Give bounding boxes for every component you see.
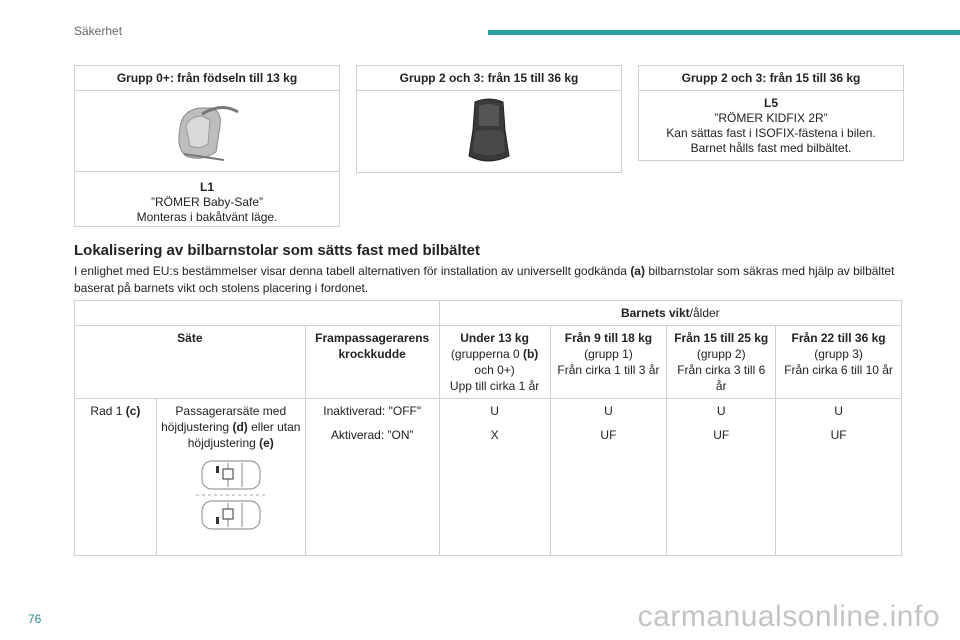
- row-label: Rad 1 (c): [75, 399, 157, 556]
- seat-image-l1: [75, 91, 339, 172]
- seat-name: ”RÖMER KIDFIX 2R”: [714, 111, 828, 125]
- value-cell: U: [667, 399, 776, 424]
- value-cell: U: [550, 399, 667, 424]
- seat-desc: Kan sättas fast i ISOFIX-fästena i bilen.: [666, 126, 876, 140]
- group-header: Från 22 till 36 kg (grupp 3) Från cirka 6 till 10 år: [776, 326, 902, 399]
- card-heading: Grupp 2 och 3: från 15 till 36 kg: [357, 66, 621, 91]
- seat-desc-2: Barnet hålls fast med bilbältet.: [690, 141, 852, 155]
- value-cell: X: [439, 423, 550, 556]
- seat-image-group23: [357, 91, 621, 171]
- value-cell: UF: [776, 423, 902, 556]
- seat-code: L1: [199, 180, 214, 194]
- airbag-on: Aktiverad: ”ON”: [305, 423, 439, 556]
- seat-desc: Monteras i bakåtvänt läge.: [136, 210, 278, 224]
- seat-card-group23: [356, 65, 622, 173]
- value-cell: U: [439, 399, 550, 424]
- weight-header: Barnets vikt/ålder: [439, 301, 901, 326]
- value-cell: UF: [550, 423, 667, 556]
- seat-name: ”RÖMER Baby-Safe”: [150, 195, 264, 209]
- car-layout-icon: [160, 457, 302, 537]
- col-airbag: Frampassagerarens krockkudde: [305, 326, 439, 399]
- group-header: Från 15 till 25 kg (grupp 2) Från cirka 3 till 6 år: [667, 326, 776, 399]
- value-cell: UF: [667, 423, 776, 556]
- seat-table: [74, 300, 902, 556]
- page-number: 76: [28, 612, 42, 626]
- card-heading: Grupp 2 och 3: från 15 till 36 kg: [639, 66, 903, 91]
- section-intro: I enlighet med EU:s bestämmelser visar denna tabell alternativen för installation av universellt godkända (a) bilbarnstolar som säkras med hjälp av bilbältet baserat på barnets vikt och stolens placering i fordonet.: [74, 264, 895, 295]
- table-corner: [75, 301, 440, 326]
- card-heading: Grupp 0+: från födseln till 13 kg: [75, 66, 339, 91]
- group-header: Under 13 kg (grupperna 0 (b) och 0+) Upp till cirka 1 år: [439, 326, 550, 399]
- seat-card-l5: [638, 65, 904, 161]
- header-section-title: Säkerhet: [74, 24, 123, 38]
- watermark: carmanualsonline.info: [637, 600, 940, 633]
- seat-card-l1: [74, 65, 340, 227]
- value-cell: U: [776, 399, 902, 424]
- airbag-off: Inaktiverad: "OFF": [305, 399, 439, 424]
- section-title: Lokalisering av bilbarnstolar som sätts fast med bilbältet: [74, 242, 480, 259]
- header-accent-bar: [488, 30, 960, 35]
- group-header: Från 9 till 18 kg (grupp 1) Från cirka 1 till 3 år: [550, 326, 667, 399]
- seat-cell: Passagerarsäte med höjdjustering (d) eller utan höjdjustering (e): [156, 399, 305, 556]
- col-seat: Säte: [75, 326, 306, 399]
- seat-code: L5: [763, 96, 778, 110]
